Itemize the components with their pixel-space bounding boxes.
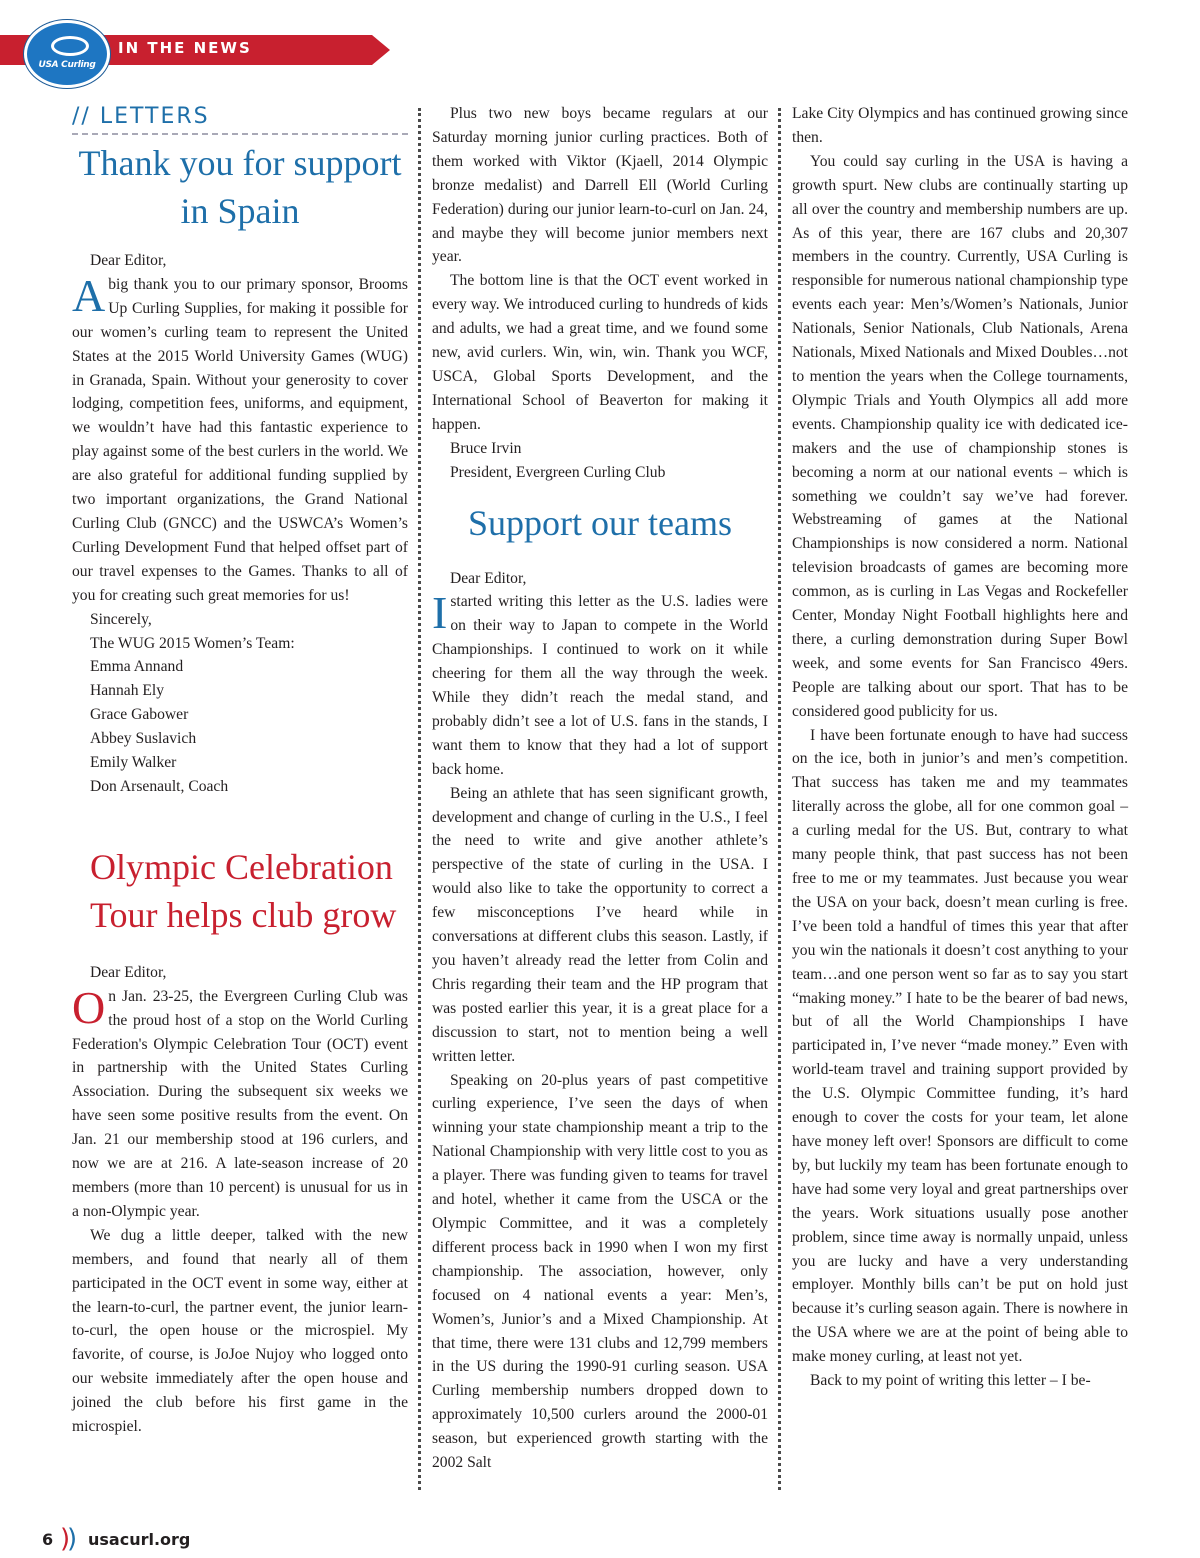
letter3-paragraph: Speaking on 20-plus years of past competitive curling experience, I’ve seen the days of when winning your state championship meant a trip to the National Championship with very little cost to you as a player. There was funding given to teams for travel and hotel, whether it came from the USCA or the Olympic Committee, and it was a completely different process back in 1990 when I won my first championship. The association, however, only focused on 4 national events a year: Men’s, Women’s, Junior’s and a Mixed Championship. At that time, there were 131 clubs and 12,799 members in the US during the 1990-91 curling season. USA Curling membership numbers dropped down to approximately 10,500 curlers around the 2000-01 season, but experienced growth starting with the 2002 Salt bbox=[432, 1071, 768, 1472]
column-1 bbox=[72, 102, 408, 1439]
letter1-body bbox=[72, 269, 408, 608]
letter1-signature: Hannah Ely bbox=[90, 682, 165, 700]
letter1-body-text: big thank you to our primary sponsor, Brooms Up Curling Supplies, for making it possible for our women’s curling team to represent the United States at the 2015 World University Games (WUG) in Granada, Spain. Without your generosity to cover lodging, competition fees, uniforms, and equipment, we wouldn’t have had this fantastic experience to play against some of the best curlers in the world. We are also grateful for additional funding supplied by two important organizations, the Grand National Curling Club (GNCC) and the USWCA’s Women’s Curling Development Fund that helped offset part of our travel expenses to the Games. Thanks to all of you for creating such great memories for us! bbox=[72, 275, 408, 604]
logo-text: USA Curling bbox=[38, 60, 96, 70]
letter3-last-line: Back to my point of writing this letter – I be- bbox=[810, 1372, 1091, 1390]
letter3-continued: Lake City Olympics and has continued growing since then. bbox=[792, 105, 1128, 146]
letter2-signature: President, Evergreen Curling Club bbox=[450, 463, 666, 481]
letters-kicker: // LETTERS bbox=[72, 104, 408, 135]
letter3-dropcap: I bbox=[432, 587, 448, 639]
letter3-paragraph: I have been fortunate enough to have had success on the ice, both in junior’s and men’s competition. That success has taken me and my teammates literally across the globe, all for one common goal – a curling medal for the US. But, contrary to what many people think, that past success has not been free to me or my teammates. Just because you wear the USA on your back, doesn’t mean curling is free. I’ve been told a handful of times this year that after you win the nationals it doesn’t cost anything to your team…and one person went so far as to say you start “making money.” I hate to be the bearer of bad news, but of all the World Championships I have participated in, I’ve never “made money.” Even with world-team travel and training support provided by the U.S. Olympic Committee funding, it’s hard enough to cover the costs for your team, let alone have money left over! Sponsors are difficult to come by, but luckily my team has been fortunate enough to have had some very loyal and great partnerships over the years. Work situations usually pose another problem, since time away is normally unpaid, unless you are lucky and have a very understanding employer. Monthly bills can’t be put on hold just because it’s curling season again. There is nowhere in the USA where we are at the point of being able to make money curling, at least not yet. bbox=[792, 726, 1128, 1366]
section-label: IN THE NEWS bbox=[118, 39, 252, 57]
page-header bbox=[0, 0, 1200, 95]
column-3 bbox=[792, 102, 1128, 1393]
column-divider bbox=[778, 108, 781, 1490]
column-2 bbox=[432, 102, 768, 1475]
letter1-salutation: Dear Editor, bbox=[90, 252, 167, 269]
letter2-paragraph: Plus two new boys became regulars at our Saturday morning junior curling practices. Both of them worked with Viktor (Kjaell, 2014 Olympic bronze medalist) and Darrell Ell (World Curling Federation) during our junior learn-to-curl on Jan. 24, and maybe they will become junior members next year. bbox=[432, 105, 768, 266]
letter1-headline: Thank you for support in Spain bbox=[78, 143, 402, 231]
page-number: 6 bbox=[42, 1530, 54, 1549]
letter2-dropcap: O bbox=[72, 981, 106, 1033]
letter2-paragraph: The bottom line is that the OCT event worked in every way. We introduced curling to hundreds of kids and adults, we had a great time, and we found some new, avid curlers. Win, win, win. Thank you WCF, USCA, Global Sports Development, and the International School of Beaverton for making it happen. bbox=[432, 272, 768, 433]
letter1-signature: Grace Gabower bbox=[90, 706, 189, 724]
letter2-salutation: Dear Editor, bbox=[90, 963, 167, 981]
letter1-signature: The WUG 2015 Women’s Team: bbox=[90, 634, 295, 652]
letter2-body bbox=[72, 981, 408, 1224]
column-divider bbox=[418, 108, 421, 1490]
letter1-signature: Don Arsenault, Coach bbox=[90, 777, 229, 795]
letter3-salutation: Dear Editor, bbox=[450, 569, 527, 587]
paren-accent-icon: ) bbox=[60, 1524, 67, 1554]
letter1-signature: Abbey Suslavich bbox=[90, 730, 197, 748]
letter1-dropcap: A bbox=[72, 269, 106, 321]
letter2-body-text: n Jan. 23-25, the Evergreen Curling Club was the proud host of a stop on the World Curling Federation's Olympic Celebration Tour (OCT) event in partnership with the United States Curling Association. During the subsequent six weeks we have seen some positive results from the event. On Jan. 21 our membership stood at 196 curlers, and now we are at 216. A late-season increase of 20 members (more than 10 percent) is unusual for us in a non-Olympic year. bbox=[72, 987, 408, 1220]
letter1-signature: Emma Annand bbox=[90, 658, 184, 676]
letter2-headline: Olympic Celebration Tour helps club grow bbox=[90, 846, 397, 935]
letter3-headline: Support our teams bbox=[468, 502, 732, 543]
letter1-signature: Emily Walker bbox=[90, 754, 177, 772]
curling-stone-icon bbox=[51, 36, 89, 56]
letter3-paragraph: Being an athlete that has seen significant growth, development and change of curling in the U.S., I feel the need to write and give another athlete’s perspective of the state of curling in the USA. I would also like to take the opportunity to correct a few misconceptions I’ve heard while in conversations at different clubs this season. Lastly, if you haven’t already read the letter from Colin and Chris regarding their team and the HP program that was posted earlier this year, it is a great place for a discussion to start, not to mention being a well written letter. bbox=[432, 784, 768, 1065]
letter2-signature: Bruce Irvin bbox=[450, 439, 522, 457]
letter3-body bbox=[432, 587, 768, 781]
letter2-paragraph: We dug a little deeper, talked with the new members, and found that nearly all of them participated in the OCT event in some way, either at the learn-to-curl, the partner event, the junior learn-to-curl, the open house or the microspiel. My favorite, of course, is JoJoe Nujoy who logged onto our website immediately after the open house and joined the club before his first game in the microspiel. bbox=[72, 1226, 408, 1436]
website-link[interactable]: usacurl.org bbox=[88, 1530, 191, 1549]
paren-accent-icon: ) bbox=[67, 1524, 74, 1554]
letter3-paragraph: You could say curling in the USA is having a growth spurt. New clubs are continually starting up all over the country and membership numbers are up. As of this year, there are 167 clubs and 20,307 members in the country. Currently, USA Curling is responsible for numerous national championship type events each year: Men’s/Women’s Nationals, Junior Nationals, Senior Nationals, Club Nationals, Arena Nationals, Mixed Nationals and Mixed Doubles…not to mention the years when the College tournaments, Olympic Trials and Youth Olympics all add more events. Championship quality ice with dedicated ice-makers and the use of championship stones is becoming a norm at our national events – which is something we couldn’t say we’ve had forever. Webstreaming of games at the National Championships is now considered a norm. National television broadcasts of games are becoming more common, as is curling in Las Vegas and Rockefeller Center, Monday Night Football highlights here and there, a curling demonstration during Super Bowl week, and some events for San Francisco 49ers. People are talking about our sport. That has to be considered good publicity for us. bbox=[792, 152, 1128, 720]
letter3-body-text: started writing this letter as the U.S. ladies were on their way to Japan to compete in the World Championships. I continued to work on it while cheering for them all the way through the week. While they didn’t reach the medal stand, and probably didn’t see a lot of U.S. fans in the stands, I want them to know that they had a lot of support back home. bbox=[432, 593, 768, 778]
letter1-signoff: Sincerely, bbox=[90, 610, 152, 628]
usa-curling-logo bbox=[24, 20, 110, 88]
